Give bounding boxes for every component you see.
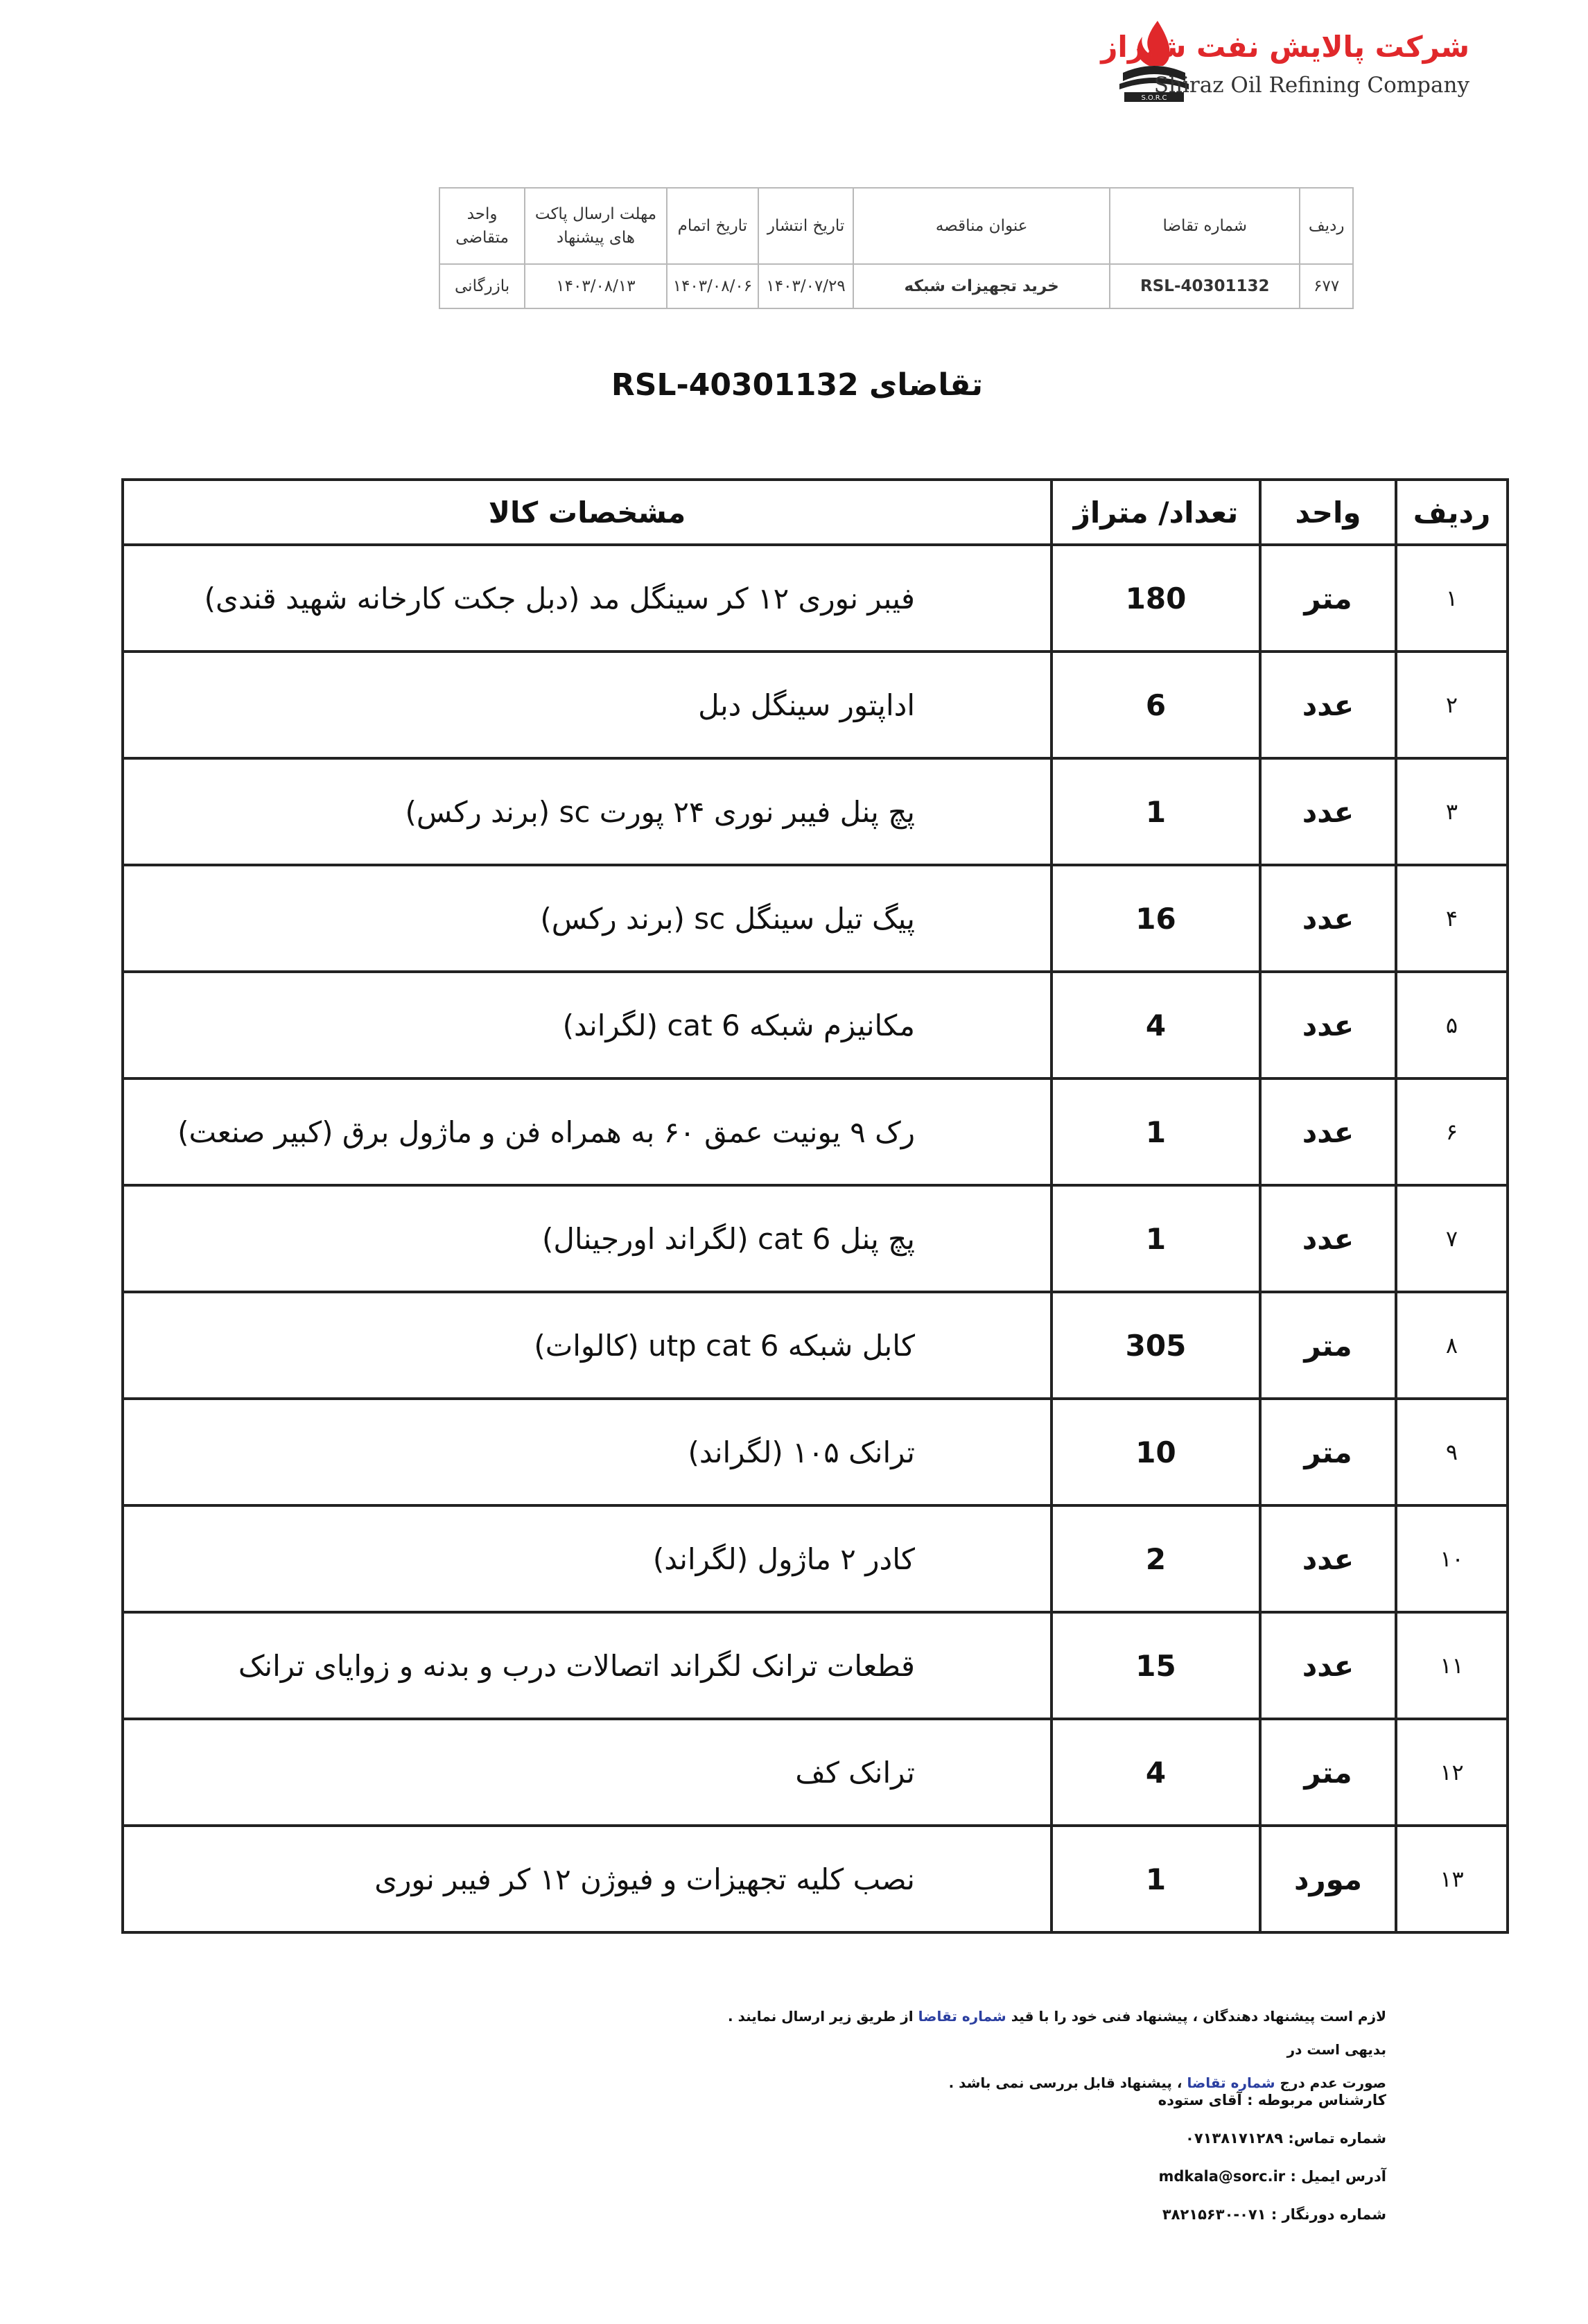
summary-cell: RSL-40301132 bbox=[1110, 264, 1300, 308]
note-text: لازم است پیشنهاد دهندگان ، پیشنهاد فنی خود را با قید bbox=[1006, 2008, 1386, 2025]
summary-header-cell: عنوان مناقصه bbox=[853, 188, 1110, 264]
item-specification: فیبر نوری ۱۲ کر سینگل مد (دبل جکت کارخانه شهید قندی) bbox=[123, 545, 1052, 652]
items-header-row bbox=[123, 480, 1508, 545]
item-row-number: ۶ bbox=[1396, 1078, 1508, 1185]
item-row bbox=[123, 865, 1508, 972]
item-unit: عدد bbox=[1260, 1612, 1396, 1719]
item-row-number: ۴ bbox=[1396, 865, 1508, 972]
item-specification: کادر ۲ ماژول (لگراند) bbox=[123, 1505, 1052, 1612]
item-row bbox=[123, 1399, 1508, 1505]
item-quantity: 6 bbox=[1052, 652, 1260, 758]
summary-header-row bbox=[439, 188, 1353, 264]
item-row-number: ۳ bbox=[1396, 758, 1508, 865]
item-quantity: 2 bbox=[1052, 1505, 1260, 1612]
item-quantity: 4 bbox=[1052, 972, 1260, 1078]
note-text: از طریق زیر ارسال نمایند . بدیهی است در bbox=[728, 2008, 1386, 2058]
item-specification: پیگ تیل سینگل sc (برند رکس) bbox=[123, 865, 1052, 972]
item-row-number: ۱۲ bbox=[1396, 1719, 1508, 1826]
item-specification: مکانیزم شبکه cat 6 (لگراند) bbox=[123, 972, 1052, 1078]
item-quantity: 1 bbox=[1052, 1185, 1260, 1292]
item-row bbox=[123, 1719, 1508, 1826]
note-text: صورت عدم درج bbox=[1275, 2074, 1386, 2091]
item-unit: عدد bbox=[1260, 1078, 1396, 1185]
contact-info bbox=[970, 2092, 1386, 2244]
item-specification: قطعات ترانک لگراند اتصالات درب و بدنه و زوایای ترانک bbox=[123, 1612, 1052, 1719]
item-unit: متر bbox=[1260, 1399, 1396, 1505]
item-quantity: 16 bbox=[1052, 865, 1260, 972]
item-unit: عدد bbox=[1260, 972, 1396, 1078]
summary-cell: ۶۷۷ bbox=[1300, 264, 1353, 308]
summary-cell: بازرگانی bbox=[439, 264, 525, 308]
item-row bbox=[123, 1505, 1508, 1612]
summary-cell: ۱۴۰۳/۰۸/۱۳ bbox=[525, 264, 667, 308]
item-quantity: 4 bbox=[1052, 1719, 1260, 1826]
note-highlight: شماره تقاضا bbox=[918, 2008, 1006, 2025]
notes bbox=[693, 2000, 1386, 2099]
summary-header-cell: مهلت ارسال پاکت های پیشنهاد bbox=[525, 188, 667, 264]
contact-email[interactable]: آدرس ایمیل : mdkala@sorc.ir bbox=[1158, 2168, 1386, 2185]
contact-expert: کارشناس مربوطه : آقای ستوده bbox=[1158, 2092, 1386, 2108]
header-row-number: ردیف bbox=[1396, 480, 1508, 545]
item-specification: پچ پنل cat 6 (لگراند اورجینال) bbox=[123, 1185, 1052, 1292]
item-unit: متر bbox=[1260, 1292, 1396, 1399]
item-row-number: ۱ bbox=[1396, 545, 1508, 652]
summary-header-cell: تاریخ انتشار bbox=[758, 188, 853, 264]
item-unit: متر bbox=[1260, 1719, 1396, 1826]
item-row-number: ۲ bbox=[1396, 652, 1508, 758]
header-specification: مشخصات کالا bbox=[123, 480, 1052, 545]
item-row bbox=[123, 1612, 1508, 1719]
item-row bbox=[123, 545, 1508, 652]
item-specification: رک ۹ یونیت عمق ۶۰ به همراه فن و ماژول برق (کبیر صنعت) bbox=[123, 1078, 1052, 1185]
logo-abbr: S.O.R.C bbox=[1141, 94, 1167, 102]
item-quantity: 180 bbox=[1052, 545, 1260, 652]
item-row-number: ۱۱ bbox=[1396, 1612, 1508, 1719]
item-quantity: 1 bbox=[1052, 758, 1260, 865]
item-row-number: ۱۳ bbox=[1396, 1826, 1508, 1932]
item-quantity: 1 bbox=[1052, 1826, 1260, 1932]
item-specification: کابل شبکه utp cat 6 (کالوات) bbox=[123, 1292, 1052, 1399]
item-row bbox=[123, 1826, 1508, 1932]
note-text: ، پیشنهاد قابل بررسی نمی باشد . bbox=[948, 2074, 1187, 2091]
summary-header-cell: ردیف bbox=[1300, 188, 1353, 264]
item-quantity: 1 bbox=[1052, 1078, 1260, 1185]
summary-cell: خرید تجهیزات شبکه bbox=[853, 264, 1110, 308]
header-unit: واحد bbox=[1260, 480, 1396, 545]
note-line-1 bbox=[693, 2000, 1386, 2066]
item-quantity: 305 bbox=[1052, 1292, 1260, 1399]
item-specification: پچ پنل فیبر نوری ۲۴ پورت sc (برند رکس) bbox=[123, 758, 1052, 865]
item-row bbox=[123, 1078, 1508, 1185]
item-row bbox=[123, 652, 1508, 758]
item-specification: ترانک کف bbox=[123, 1719, 1052, 1826]
item-quantity: 15 bbox=[1052, 1612, 1260, 1719]
summary-header-cell: تاریخ اتمام bbox=[667, 188, 758, 264]
item-unit: عدد bbox=[1260, 865, 1396, 972]
summary-header-cell: واحد متقاضی bbox=[439, 188, 525, 264]
contact-phone: شماره تماس: ۰۷۱۳۸۱۷۱۲۸۹ bbox=[1185, 2130, 1386, 2147]
summary-header-cell: شماره تقاضا bbox=[1110, 188, 1300, 264]
item-unit: عدد bbox=[1260, 1505, 1396, 1612]
item-row-number: ۸ bbox=[1396, 1292, 1508, 1399]
contact-fax: شماره دورنگار : ۰۷۱-۳۸۲۱۵۶۳۰ bbox=[1162, 2206, 1386, 2223]
note-highlight: شماره تقاضا bbox=[1187, 2074, 1275, 2091]
item-row-number: ۵ bbox=[1396, 972, 1508, 1078]
item-specification: نصب کلیه تجهیزات و فیوژن ۱۲ کر فیبر نوری bbox=[123, 1826, 1052, 1932]
summary-data-row bbox=[439, 264, 1353, 308]
company-name-fa: شرکت پالایش نفت شیراز bbox=[1101, 30, 1469, 64]
item-unit: عدد bbox=[1260, 652, 1396, 758]
item-row bbox=[123, 972, 1508, 1078]
item-specification: اداپتور سینگل دبل bbox=[123, 652, 1052, 758]
item-unit: متر bbox=[1260, 545, 1396, 652]
item-quantity: 10 bbox=[1052, 1399, 1260, 1505]
item-row-number: ۷ bbox=[1396, 1185, 1508, 1292]
item-unit: مورد bbox=[1260, 1826, 1396, 1932]
company-name-en: Shiraz Oil Refining Company bbox=[1153, 73, 1469, 98]
item-row-number: ۱۰ bbox=[1396, 1505, 1508, 1612]
document-title: تقاضای RSL-40301132 bbox=[611, 367, 984, 403]
item-row bbox=[123, 1292, 1508, 1399]
summary-cell: ۱۴۰۳/۰۷/۲۹ bbox=[758, 264, 853, 308]
item-row-number: ۹ bbox=[1396, 1399, 1508, 1505]
item-unit: عدد bbox=[1260, 758, 1396, 865]
summary-cell: ۱۴۰۳/۰۸/۰۶ bbox=[667, 264, 758, 308]
items-table bbox=[121, 478, 1509, 1934]
item-unit: عدد bbox=[1260, 1185, 1396, 1292]
item-row bbox=[123, 758, 1508, 865]
tender-summary-table bbox=[439, 187, 1354, 309]
header-quantity: تعداد/ متراژ bbox=[1052, 480, 1260, 545]
item-specification: ترانک ۱۰۵ (لگراند) bbox=[123, 1399, 1052, 1505]
item-row bbox=[123, 1185, 1508, 1292]
company-logo bbox=[1101, 17, 1469, 114]
